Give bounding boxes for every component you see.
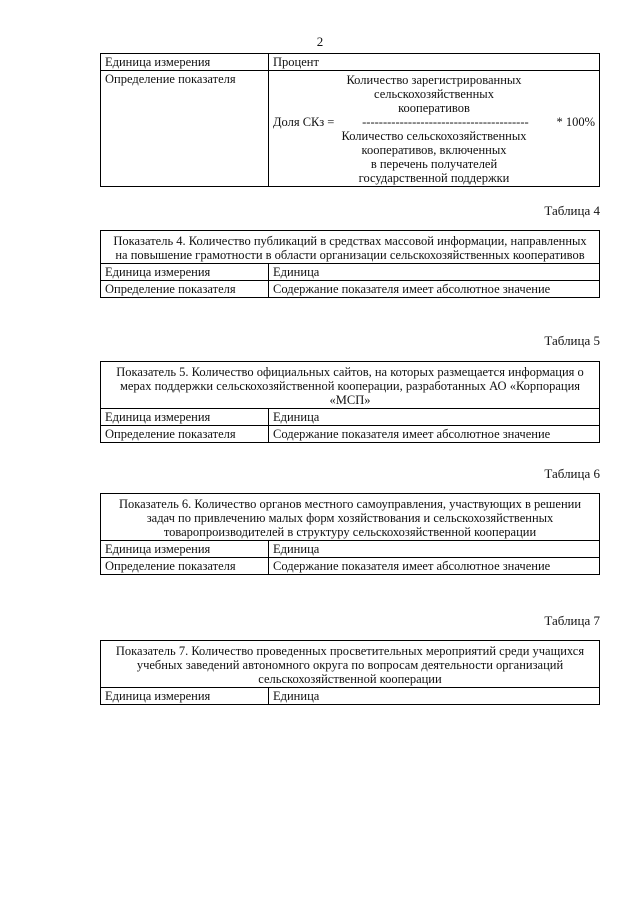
row-value: Единица: [269, 264, 600, 281]
numerator-line: кооперативов: [398, 101, 470, 115]
table-title-row: [101, 641, 600, 688]
row-label: Единица измерения: [101, 409, 269, 426]
page-number: 2: [316, 34, 324, 49]
row-value: Единица: [269, 541, 600, 558]
row-value: Процент: [269, 54, 600, 71]
table-title: Показатель 7. Количество проведенных просветительных мероприятий среди учащихся учебных заведений автономного округа по вопросам деятельности организаций сельскохозяйственной кооперации: [101, 641, 600, 688]
table-title: Показатель 4. Количество публикаций в средствах массовой информации, направленных на повышение грамотности в области организации сельскохозяйственных кооперативов: [101, 231, 600, 264]
denominator-line: в перечень получателей: [370, 157, 498, 171]
formula-cell: [269, 71, 600, 187]
table-indicator-4: [100, 230, 600, 298]
table-caption: Таблица 5: [544, 333, 600, 348]
table-row: [101, 426, 600, 443]
table-row: [101, 54, 600, 71]
row-value: Содержание показателя имеет абсолютное значение: [269, 558, 600, 575]
denominator-line: кооперативов, включенных: [361, 143, 507, 157]
table-row: [101, 264, 600, 281]
formula-lhs: Доля СКз =: [273, 115, 335, 129]
row-value: Единица: [269, 688, 600, 705]
table-row: [101, 71, 600, 187]
table-indicator-5: [100, 361, 600, 443]
formula-dashes: ----------------------------------------: [362, 115, 529, 129]
formula-line: [273, 115, 595, 129]
row-label: Определение показателя: [101, 426, 269, 443]
table-caption: Таблица 4: [544, 203, 600, 218]
table-row: [101, 281, 600, 298]
table-indicator-7: [100, 640, 600, 705]
row-value: Единица: [269, 409, 600, 426]
numerator-line: сельскохозяйственных: [374, 87, 494, 101]
table-title-row: [101, 494, 600, 541]
row-label: Определение показателя: [101, 558, 269, 575]
table-title: Показатель 5. Количество официальных сайтов, на которых размещается информация о мерах поддержки сельскохозяйственной кооперации, разработанных АО «Корпорация «МСП»: [101, 362, 600, 409]
table-title-row: [101, 231, 600, 264]
table-title: Показатель 6. Количество органов местного самоуправления, участвующих в решении задач по привлечению малых форм хозяйствования и сельскохозяйственных товаропроизводителей в структуру сельскохозяйственной кооперации: [101, 494, 600, 541]
row-label: Единица измерения: [101, 264, 269, 281]
table-row: [101, 558, 600, 575]
table-row: [101, 541, 600, 558]
row-label: Единица измерения: [101, 541, 269, 558]
formula-numerator: [273, 73, 595, 115]
formula-multiplier: * 100%: [556, 115, 595, 129]
table-indicator-3-continued: [100, 53, 600, 187]
denominator-line: Количество сельскохозяйственных: [341, 129, 527, 143]
row-label: Определение показателя: [101, 281, 269, 298]
row-label: Единица измерения: [101, 54, 269, 71]
table-caption: Таблица 6: [544, 466, 600, 481]
table-row: [101, 409, 600, 426]
row-label: Единица измерения: [101, 688, 269, 705]
row-label: Определение показателя: [101, 71, 269, 187]
row-value: Содержание показателя имеет абсолютное значение: [269, 281, 600, 298]
formula-denominator: [273, 129, 595, 185]
denominator-line: государственной поддержки: [358, 171, 510, 185]
numerator-line: Количество зарегистрированных: [346, 73, 522, 87]
table-title-row: [101, 362, 600, 409]
row-value: Содержание показателя имеет абсолютное значение: [269, 426, 600, 443]
table-indicator-6: [100, 493, 600, 575]
table-caption: Таблица 7: [544, 613, 600, 628]
table-row: [101, 688, 600, 705]
